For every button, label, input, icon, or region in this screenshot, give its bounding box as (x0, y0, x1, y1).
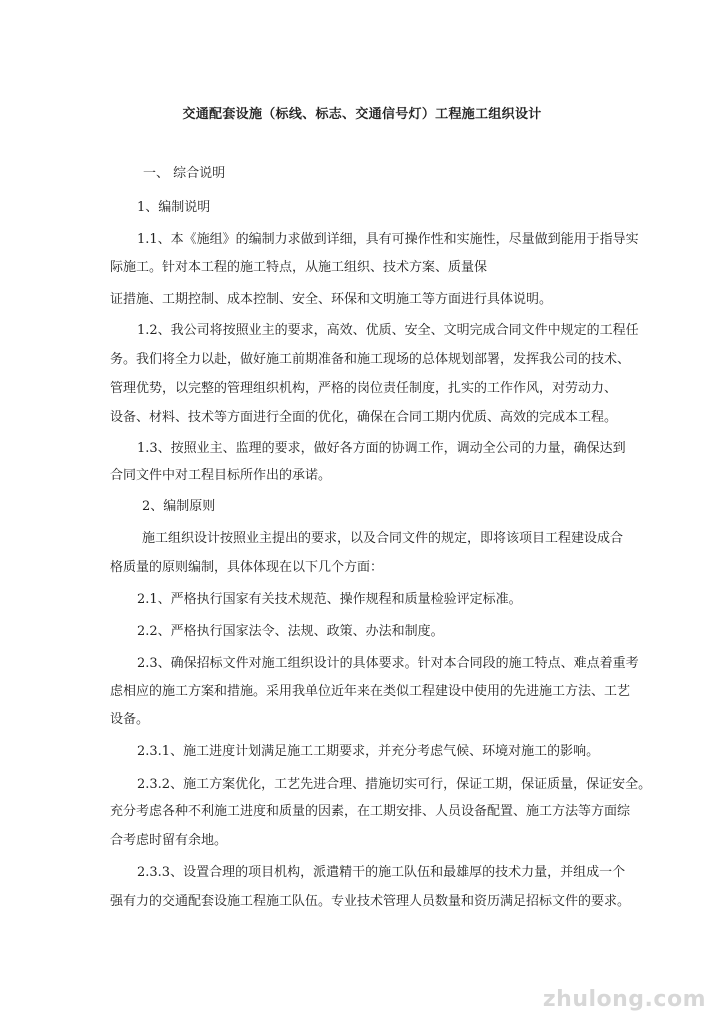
paragraph-line: 合同文件中对工程目标所作出的承诺。 (110, 468, 332, 483)
paragraph-line: 格质量的原则编制，具体体现在以下几个方面： (110, 560, 384, 575)
paragraph-line: 强有力的交通配套设施工程施工队伍。专业技术管理人员数量和资历满足招标文件的要求。 (110, 894, 631, 909)
paragraph-line: 2.3.3、设置合理的项目机构，派遣精干的施工队伍和最雄厚的技术力量，并组成一个 (137, 865, 626, 880)
paragraph-line: 2.3.2、施工方案优化，工艺先进合理、措施切实可行，保证工期，保证质量，保证安全。 (137, 777, 652, 792)
paragraph-line: 2.3、确保招标文件对施工组织设计的具体要求。针对本合同段的施工特点、难点着重考 (137, 656, 639, 671)
paragraph-line: 务。我们将全力以赴，做好施工前期准备和施工现场的总体规划部署，发挥我公司的技术、 (110, 352, 631, 367)
paragraph-line: 2.3.1、施工进度计划满足施工工期要求，并充分考虑气候、环境对施工的影响。 (137, 744, 600, 759)
paragraph-line: 设备。 (110, 712, 150, 727)
paragraph-line: 合考虑时留有余地。 (110, 833, 228, 848)
section-heading-1: 一、 综合说明 (143, 166, 226, 181)
paragraph-line: 充分考虑各种不利施工进度和质量的因素，在工期安排、人员设备配置、施工方法等方面综 (110, 804, 631, 819)
paragraph-line: 设备、材料、技术等方面进行全面的优化，确保在合同工期内优质、高效的完成本工程。 (110, 410, 618, 425)
subsection-heading: 1、编制说明 (137, 200, 211, 215)
paragraph-line: 1.3、按照业主、监理的要求，做好各方面的协调工作，调动全公司的力量，确保达到 (137, 441, 626, 456)
document-title: 交通配套设施（标线、标志、交通信号灯）工程施工组织设计 (182, 107, 542, 122)
paragraph-line: 虑相应的施工方案和措施。采用我单位近年来在类似工程建设中使用的先进施工方法、工艺 (110, 684, 631, 699)
paragraph-line: 际施工。针对本工程的施工特点，从施工组织、技术方案、质量保 (110, 260, 488, 275)
paragraph-line: 管理优势，以完整的管理组织机构，严格的岗位责任制度，扎实的工作作风，对劳动力、 (110, 381, 618, 396)
paragraph-line: 施工组织设计按照业主提出的要求，以及合同文件的规定，即将该项目工程建设成合 (142, 531, 624, 546)
subsection-heading: 2、编制原则 (142, 499, 216, 514)
paragraph-line: 1.2、我公司将按照业主的要求，高效、优质、安全、文明完成合同文件中规定的工程任 (137, 323, 639, 338)
paragraph-line: 1.1、本《施组》的编制力求做到详细，具有可操作性和实施性，尽量做到能用于指导实 (137, 232, 639, 247)
paragraph-line: 证措施、工期控制、成本控制、安全、环保和文明施工等方面进行具体说明。 (110, 292, 553, 307)
paragraph-line: 2.1、严格执行国家有关技术规范、操作规程和质量检验评定标准。 (137, 592, 522, 607)
paragraph-line: 2.2、严格执行国家法令、法规、政策、办法和制度。 (137, 624, 444, 639)
watermark: zhulong.com (542, 987, 706, 1012)
